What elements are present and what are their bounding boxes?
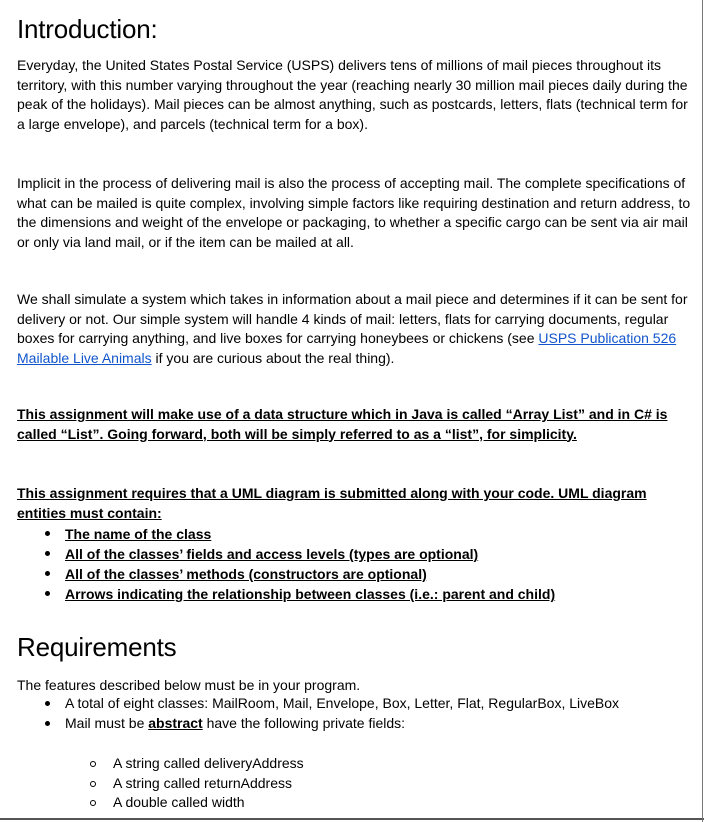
list-note-paragraph: This assignment will make use of a data structure which in Java is called “Array List” and in C# is called “List”. Going forward, both will be simply referred to as a “list”, for simplicity. xyxy=(17,406,668,442)
page-right-edge xyxy=(702,0,703,822)
uml-item-text: All of the classes’ methods (constructors are optional) xyxy=(65,566,427,582)
bullet-icon xyxy=(45,571,50,576)
requirement-text: A total of eight classes: MailRoom, Mail, Envelope, Box, Letter, Flat, RegularBox, LiveBox xyxy=(65,695,620,711)
field-text: A string called returnAddress xyxy=(113,774,292,791)
uml-item-text: Arrows indicating the relationship between classes (i.e.: parent and child) xyxy=(65,586,556,602)
paragraph-3-text-before: We shall simulate a system which takes in information about a mail piece and determines if it can be sent for delivery or not. Our simple system will handle 4 kinds of mail: letters, flats for carrying documents, regular boxes for carrying anything, and live boxes for carrying honeybees or chickens (see xyxy=(17,291,688,346)
list-item xyxy=(41,564,555,584)
list-item xyxy=(89,793,304,813)
abstract-keyword: abstract xyxy=(148,714,203,731)
list-item xyxy=(89,774,304,794)
requirements-heading: Requirements xyxy=(17,632,177,662)
bullet-icon xyxy=(45,551,50,556)
requirements-intro: The features described below must be in your program. xyxy=(17,677,361,693)
list-item xyxy=(41,544,555,564)
list-item xyxy=(41,524,555,544)
bullet-icon xyxy=(45,531,50,536)
uml-requirement-paragraph: This assignment requires that a UML diagram is submitted along with your code. UML diagram entities must contain: xyxy=(17,485,647,521)
uml-item-text: All of the classes’ fields and access levels (types are optional) xyxy=(65,546,479,562)
usps-publication-link[interactable]: USPS Publication 526 Mailable Live Animals xyxy=(17,330,677,366)
hollow-bullet-icon xyxy=(90,761,96,767)
mail-fields-list xyxy=(89,754,304,813)
page-bottom-divider xyxy=(0,818,704,820)
uml-entity-list xyxy=(41,524,555,604)
list-item xyxy=(41,584,555,604)
field-text: A double called width xyxy=(113,794,245,810)
bullet-icon xyxy=(45,701,50,706)
list-item xyxy=(41,694,681,714)
introduction-heading: Introduction: xyxy=(17,14,158,44)
uml-item-text: The name of the class xyxy=(65,526,212,542)
intro-paragraph-1: Everyday, the United States Postal Service (USPS) delivers tens of millions of mail pieces throughout its territory, with this number varying throughout the year (reaching nearly 30 million mail pieces daily during the peak of the holidays). Mail pieces can be almost anything, such as postcards, letters, flats (technical term for a large envelope), and parcels (technical term for a box). xyxy=(17,57,688,132)
list-item xyxy=(89,754,304,774)
hollow-bullet-icon xyxy=(90,781,96,787)
paragraph-3-text-after: if you are curious about the real thing). xyxy=(151,349,395,366)
intro-paragraph-2: Implicit in the process of delivering mail is also the process of accepting mail. The complete specifications of what can be mailed is quite complex, involving simple factors like requiring destination and return address, to the dimensions and weight of the envelope or packaging, to whether a specific cargo can be sent via air mail or only via land mail, or if the item can be mailed at all. xyxy=(17,175,691,250)
intro-paragraph-3 xyxy=(17,290,697,368)
bullet-icon xyxy=(45,721,50,726)
requirement-text-after: have the following private fields: xyxy=(202,714,406,731)
requirements-list xyxy=(41,694,681,733)
requirement-text-before: Mail must be xyxy=(65,714,149,731)
list-item xyxy=(41,714,681,734)
bullet-icon xyxy=(45,591,50,596)
field-text: A string called deliveryAddress xyxy=(113,755,304,771)
hollow-bullet-icon xyxy=(90,800,96,806)
